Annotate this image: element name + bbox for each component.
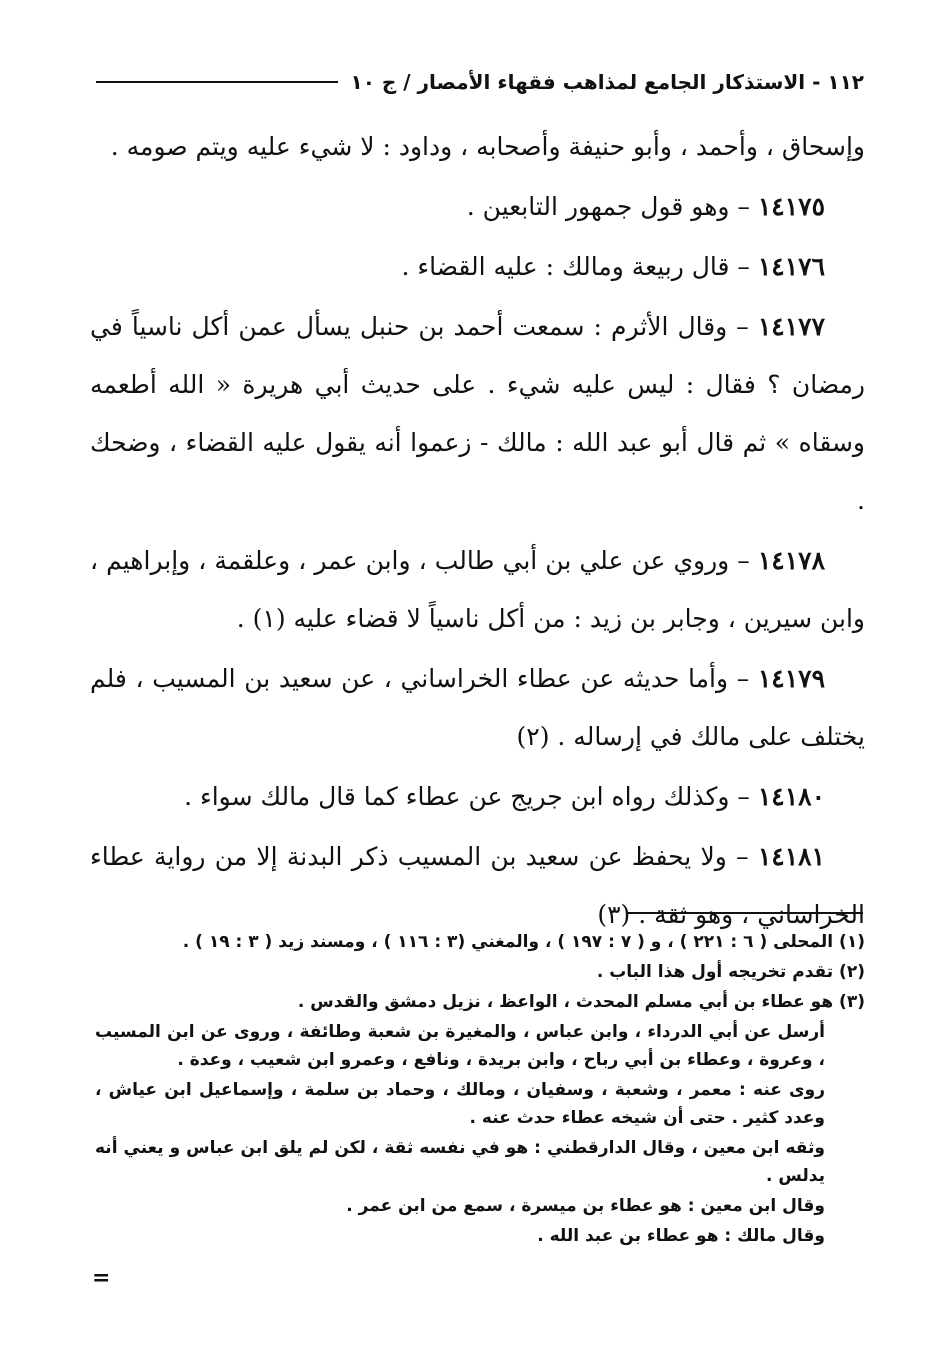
- paragraph-text: وإسحاق ، وأحمد ، وأبو حنيفة وأصحابه ، وداود : لا شيء عليه ويتم صومه .: [110, 132, 865, 161]
- paragraph-14181: ١٤١٨١ – ولا يحفظ عن سعيد بن المسيب ذكر البدنة إلا من رواية عطاء الخراساني ، وهو ثقة . (٣): [90, 842, 865, 929]
- paragraph-number: ١٤١٧٨: [757, 546, 825, 575]
- paragraph-continuation: [90, 118, 865, 176]
- footnote-2: (٢) تقدم تخريجه أول هذا الباب .: [596, 962, 865, 982]
- paragraph-text: ولا يحفظ عن سعيد بن المسيب ذكر البدنة إلا من رواية عطاء الخراساني ، وهو ثقة . (٣): [90, 842, 865, 929]
- footnote-separator: [628, 912, 863, 914]
- paragraph-text: وكذلك رواه ابن جريج عن عطاء كما قال مالك سواء .: [184, 782, 730, 811]
- footnote-3-continuation: وثقه ابن معين ، وقال الدارقطني : هو في نفسه ثقة ، لكن لم يلق ابن عباس و يعني أنه يدلس .: [95, 1138, 825, 1186]
- paragraph-number: ١٤١٨١: [757, 842, 825, 871]
- header-rule: [96, 81, 338, 83]
- running-header-text: ١١٢ - الاستذكار الجامع لمذاهب فقهاء الأمصار / ج ١٠: [350, 70, 864, 94]
- end-mark: =: [92, 1265, 111, 1291]
- paragraph-14176: ١٤١٧٦ – قال ربيعة ومالك : عليه القضاء .: [401, 252, 825, 281]
- paragraph-text: وروي عن علي بن أبي طالب ، وابن عمر ، وعلقمة ، وإبراهيم ، وابن سيرين ، وجابر بن زيد : من أكل ناسياً لا قضاء عليه (١) .: [90, 546, 865, 633]
- paragraph-number: ١٤١٧٩: [757, 664, 825, 693]
- paragraph-14175: ١٤١٧٥ – وهو قول جمهور التابعين .: [466, 192, 825, 221]
- paragraph-number: ١٤١٨٠: [757, 782, 825, 811]
- paragraph-number: ١٤١٧٦: [757, 252, 825, 281]
- footnote-3-continuation: وقال ابن معين : هو عطاء بن ميسرة ، سمع من ابن عمر .: [346, 1196, 825, 1216]
- main-text: [90, 118, 865, 946]
- footnote-3-continuation: روى عنه : معمر ، وشعبة ، وسفيان ، ومالك ، وحماد بن سلمة ، وإسماعيل ابن عياش ، وعدد كثير . حتى أن شيخه عطاء حدث عنه .: [95, 1080, 825, 1128]
- paragraph-14179: ١٤١٧٩ – وأما حديثه عن عطاء الخراساني ، عن سعيد بن المسيب ، فلم يختلف على مالك في إرساله . (٢): [90, 664, 865, 751]
- paragraph-text: وقال الأثرم : سمعت أحمد بن حنبل يسأل عمن أكل ناسياً في رمضان ؟ فقال : ليس عليه شيء . على حديث أبي هريرة « الله أطعمه وسقاه » ثم قال أبو عبد الله : مالك - زعموا أنه يقول عليه القضاء ، وضحك .: [90, 312, 865, 515]
- paragraph-text: وأما حديثه عن عطاء الخراساني ، عن سعيد بن المسيب ، فلم يختلف على مالك في إرساله . (٢): [90, 664, 865, 751]
- paragraph-text: قال ربيعة ومالك : عليه القضاء .: [401, 252, 730, 281]
- paragraph-number: ١٤١٧٥: [757, 192, 825, 221]
- footnotes: [95, 928, 865, 1252]
- paragraph-14177: ١٤١٧٧ – وقال الأثرم : سمعت أحمد بن حنبل يسأل عمن أكل ناسياً في رمضان ؟ فقال : ليس عليه شيء . على حديث أبي هريرة « الله أطعمه وسقاه » ثم قال أبو عبد الله : مالك - زعموا أنه يقول عليه القضاء ، وضحك .: [90, 312, 865, 515]
- running-header: [96, 64, 864, 100]
- paragraph-14178: ١٤١٧٨ – وروي عن علي بن أبي طالب ، وابن عمر ، وعلقمة ، وإبراهيم ، وابن سيرين ، وجابر بن زيد : من أكل ناسياً لا قضاء عليه (١) .: [90, 546, 865, 633]
- paragraph-14180: ١٤١٨٠ – وكذلك رواه ابن جريج عن عطاء كما قال مالك سواء .: [184, 782, 825, 811]
- footnote-3-continuation: أرسل عن أبي الدرداء ، وابن عباس ، والمغيرة بن شعبة وطائفة ، وروى عن ابن المسيب ، وعروة ، وعطاء بن أبي رباح ، وابن بريدة ، ونافع ، وعمرو ابن شعيب ، وعدة .: [95, 1022, 825, 1070]
- paragraph-number: ١٤١٧٧: [757, 312, 825, 341]
- paragraph-text: وهو قول جمهور التابعين .: [466, 192, 730, 221]
- footnote-3-continuation: وقال مالك : هو عطاء بن عبد الله .: [537, 1226, 825, 1246]
- footnote-3: (٣) هو عطاء بن أبي مسلم المحدث ، الواعظ ، نزيل دمشق والقدس .: [297, 992, 865, 1012]
- footnote-1: (١) المحلى ( ٦ : ٢٢١ ) ، و ( ٧ : ١٩٧ ) ، والمغني (٣ : ١١٦ ) ، ومسند زيد ( ٣ : ١٩ ) .: [182, 932, 865, 952]
